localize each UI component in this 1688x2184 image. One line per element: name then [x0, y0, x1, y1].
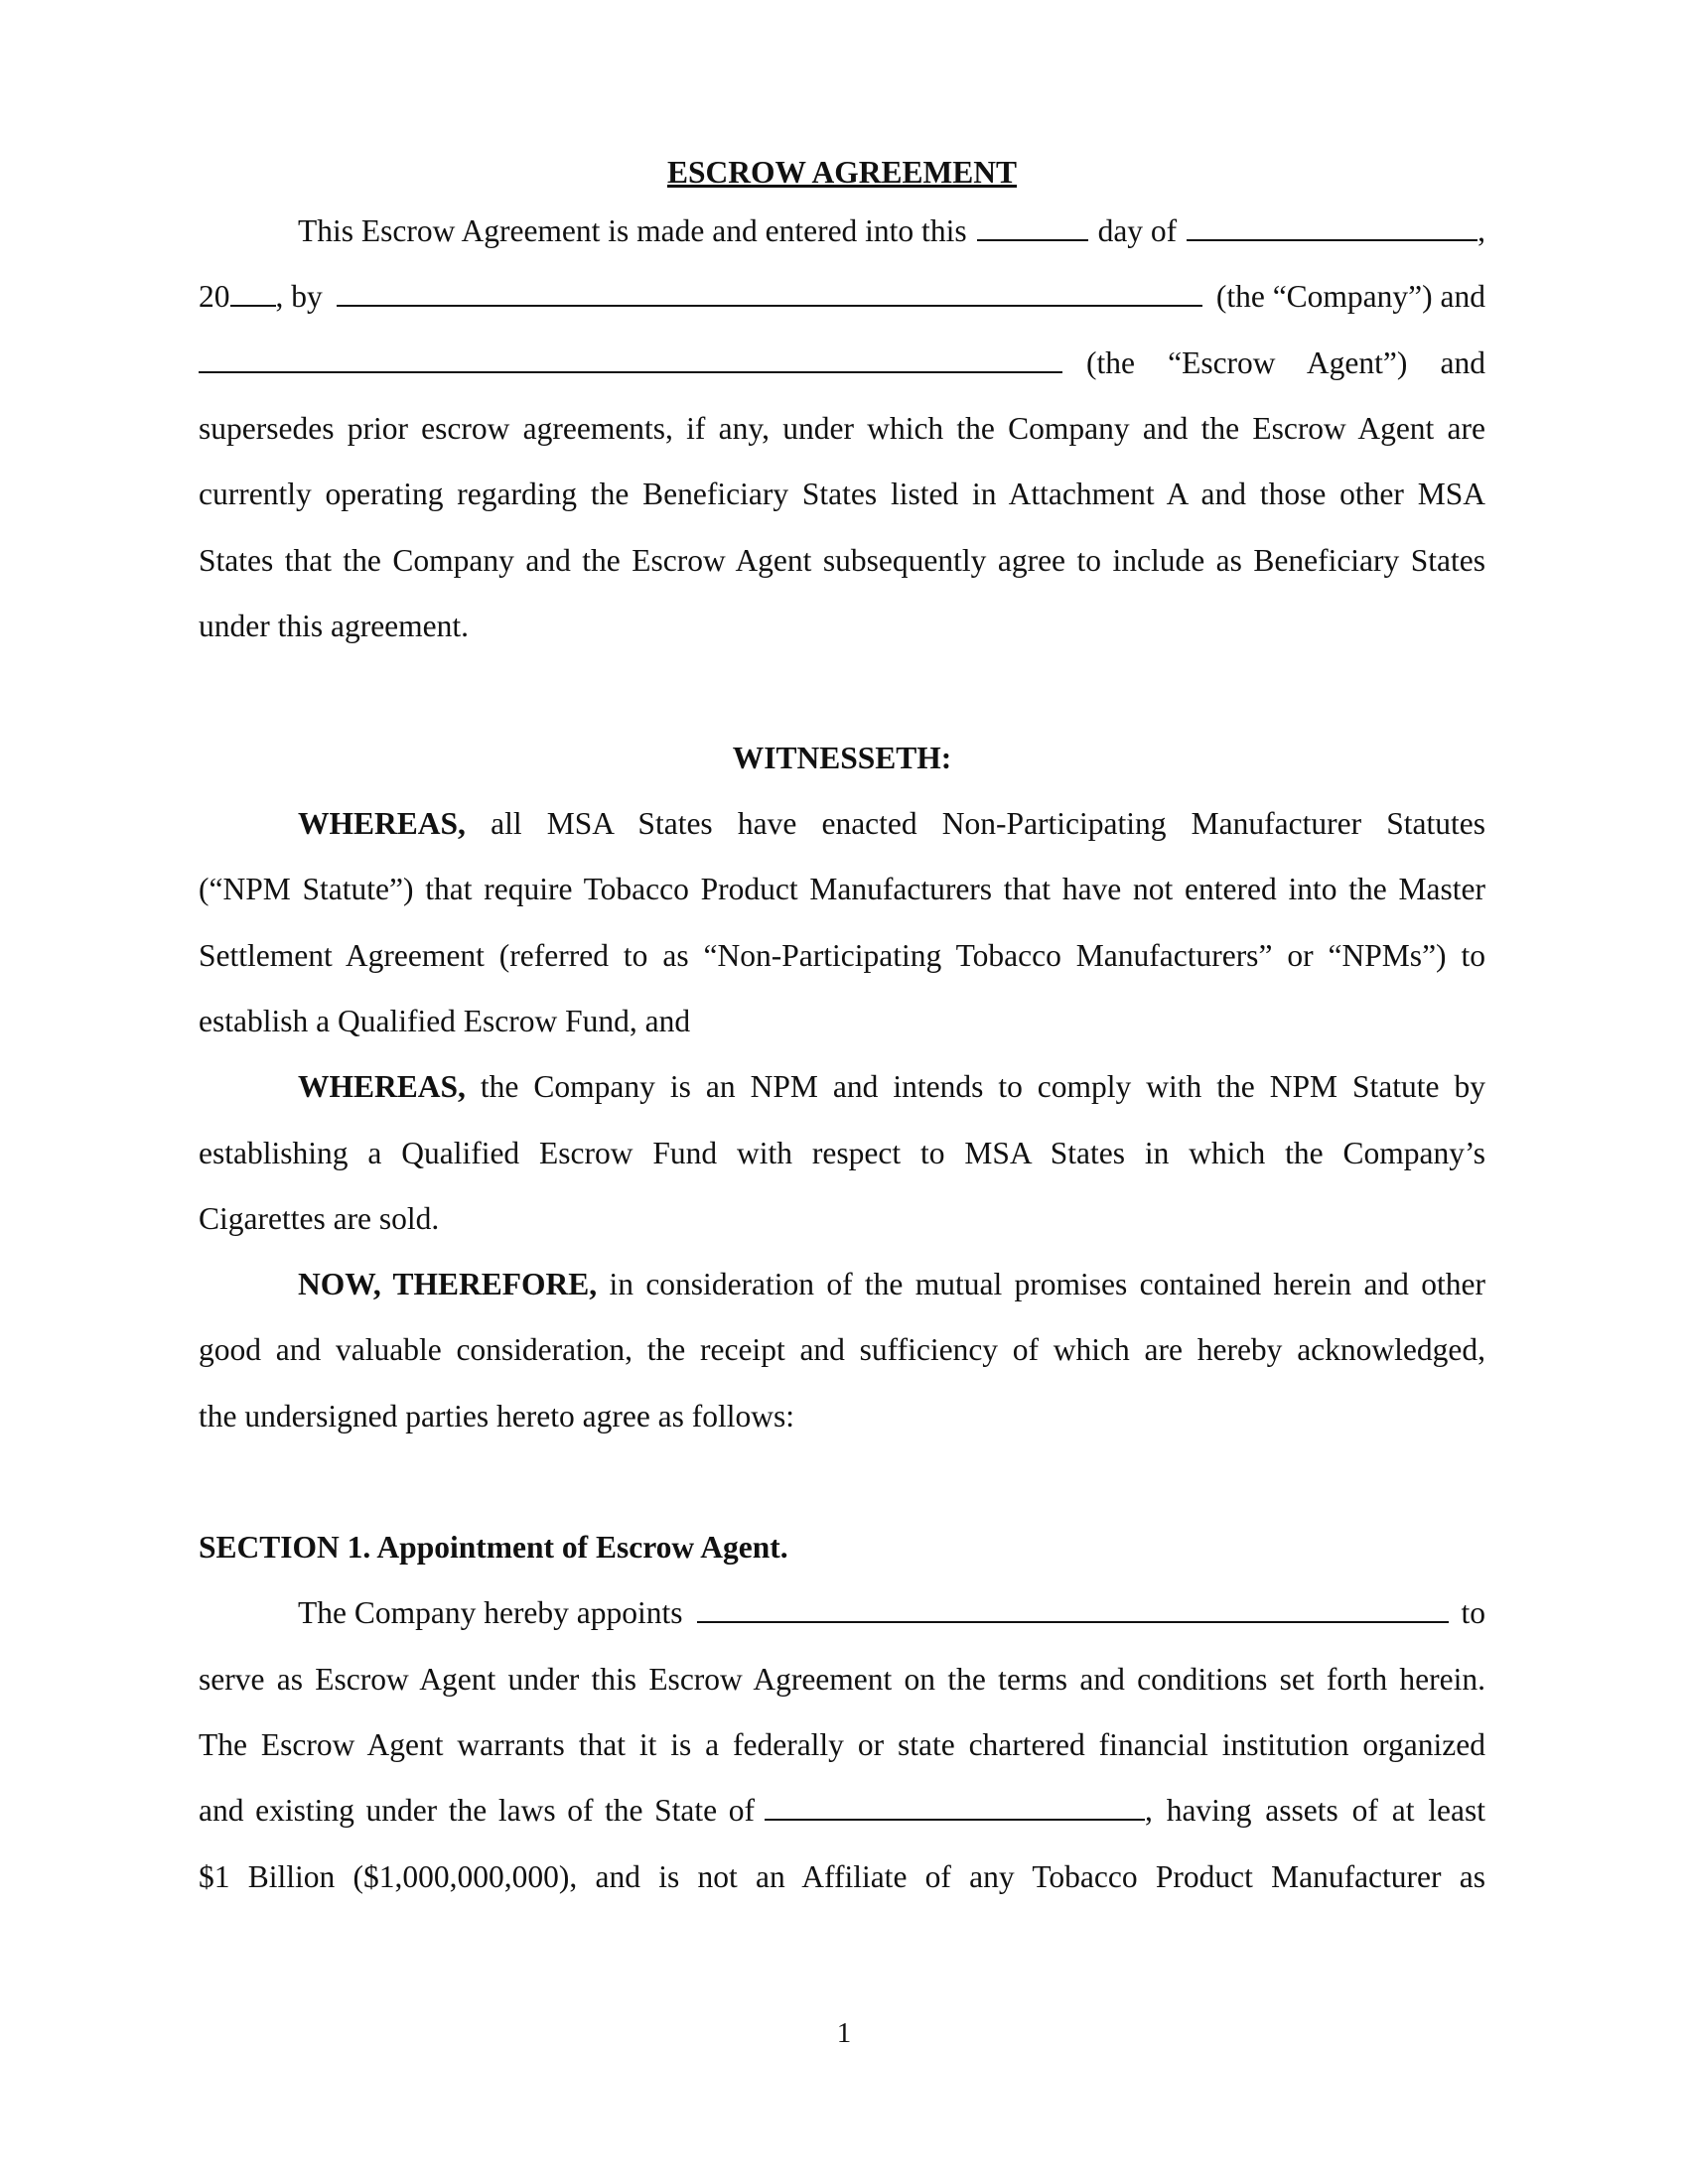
section-1-line-3: The Escrow Agent warrants that it is a federally or state chartered financial institution organized	[199, 1727, 1485, 1762]
now-therefore-line-3: the undersigned parties hereto agree as follows:	[199, 1399, 795, 1433]
state-blank	[765, 1791, 1145, 1821]
page-number: 1	[836, 2017, 852, 2049]
escrow-agent-name-blank	[199, 343, 1062, 373]
intro-line-7: under this agreement.	[199, 609, 470, 643]
section-1-line-2: serve as Escrow Agent under this Escrow Agreement on the terms and conditions set forth herein.	[199, 1662, 1485, 1697]
whereas2-line-2: establishing a Qualified Escrow Fund with respect to MSA States in which the Company’s	[199, 1136, 1485, 1170]
witnesseth-heading: WITNESSETH:	[732, 741, 952, 775]
whereas1-line-4: establish a Qualified Escrow Fund, and	[199, 1004, 691, 1038]
month-blank	[1187, 211, 1477, 241]
intro-line-2: 20 , by (the “Company”) and	[199, 279, 1485, 314]
whereas1-line-1: WHEREAS, all MSA States have enacted Non-Participating Manufacturer Statutes	[298, 806, 1485, 841]
year-blank	[230, 277, 276, 307]
document-title: ESCROW AGREEMENT	[666, 155, 1018, 190]
section-1-heading: SECTION 1. Appointment of Escrow Agent.	[199, 1530, 788, 1565]
now-therefore-line-1: NOW, THEREFORE, in consideration of the mutual promises contained herein and other	[298, 1267, 1485, 1301]
now-therefore-line-2: good and valuable consideration, the receipt and sufficiency of which are hereby acknowledged,	[199, 1332, 1485, 1367]
section-1-line-4: and existing under the laws of the State of , having assets of at least	[199, 1793, 1486, 1828]
appointee-blank	[697, 1593, 1450, 1623]
intro-line-6: States that the Company and the Escrow Agent subsequently agree to include as Beneficiary States	[199, 543, 1485, 578]
intro-line-1: This Escrow Agreement is made and entered into this day of ,	[298, 213, 1485, 248]
day-blank	[977, 211, 1088, 241]
whereas1-line-2: (“NPM Statute”) that require Tobacco Product Manufacturers that have not entered into the Master	[199, 872, 1485, 906]
company-name-blank	[337, 277, 1202, 307]
intro-line-4: supersedes prior escrow agreements, if any, under which the Company and the Escrow Agent are	[199, 411, 1485, 446]
whereas2-line-3: Cigarettes are sold.	[199, 1201, 440, 1236]
section-1-line-1: The Company hereby appoints to	[298, 1595, 1485, 1630]
whereas2-line-1: WHEREAS, the Company is an NPM and intends to comply with the NPM Statute by	[298, 1069, 1485, 1104]
whereas1-line-3: Settlement Agreement (referred to as “Non-Participating Tobacco Manufacturers” or “NPMs”) to	[199, 938, 1485, 973]
intro-line-3: (the “Escrow Agent”) and	[199, 343, 1485, 383]
intro-line-5: currently operating regarding the Beneficiary States listed in Attachment A and those other MSA	[199, 477, 1485, 511]
section-1-line-5: $1 Billion ($1,000,000,000), and is not an Affiliate of any Tobacco Product Manufacturer as	[199, 1859, 1485, 1894]
